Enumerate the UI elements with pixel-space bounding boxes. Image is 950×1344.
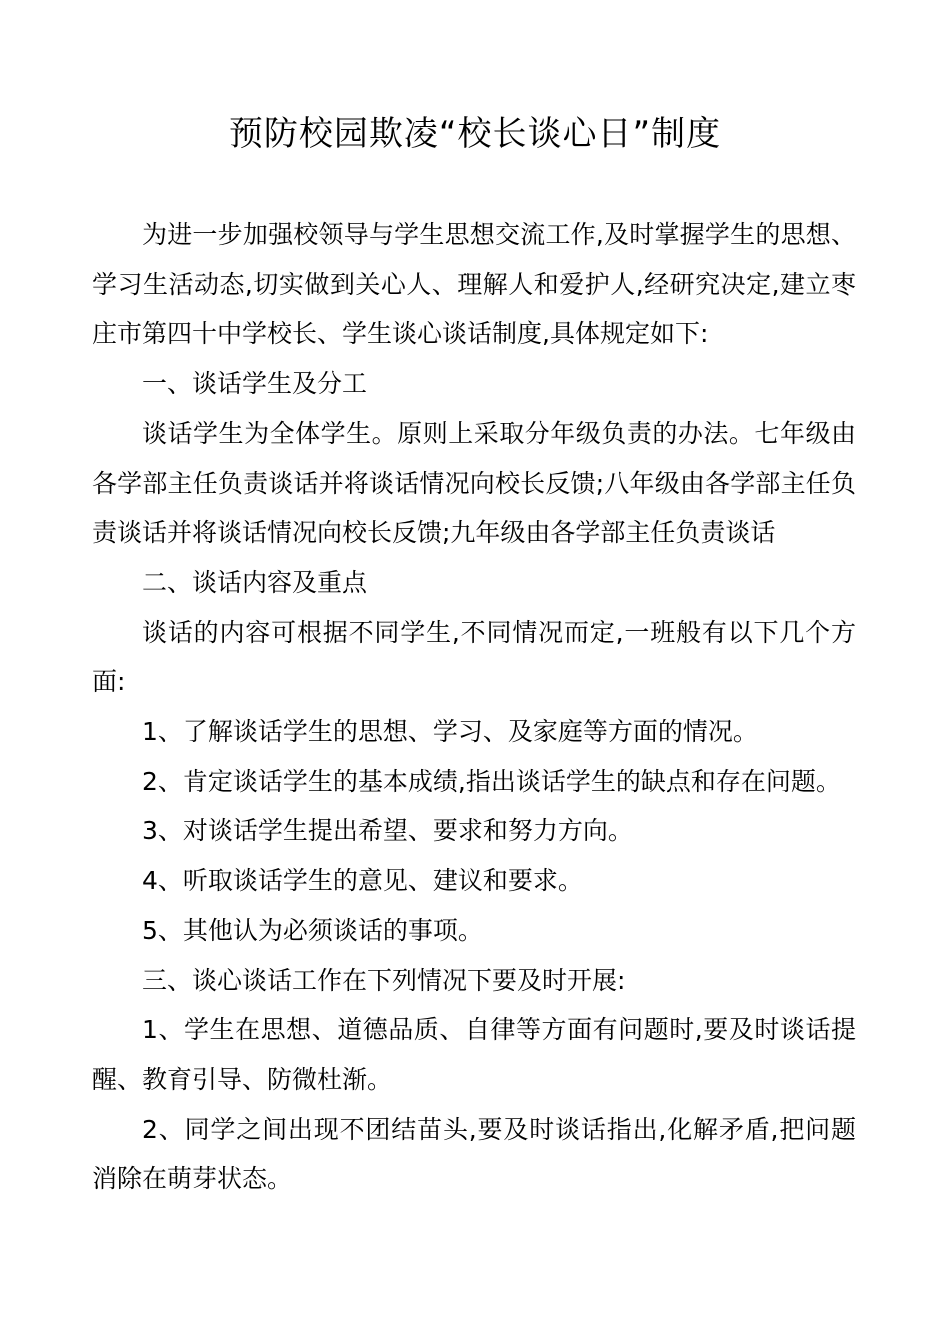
- intro-paragraph: 为进一步加强校领导与学生思想交流工作,及时掌握学生的思想、学习生活动态,切实做到关心人、理解人和爱护人,经研究决定,建立枣庄市第四十中学校长、学生谈心谈话制度,具体规定如下:: [92, 220, 856, 349]
- document-title: 预防校园欺凌“校长谈心日”制度: [228, 114, 722, 154]
- section-2-item-2: 2、肯定谈话学生的基本成绩,指出谈话学生的缺点和存在问题。: [142, 766, 841, 796]
- section-2-paragraph: 谈话的内容可根据不同学生,不同情况而定,一班般有以下几个方面:: [92, 617, 856, 697]
- section-2-item-3: 3、对谈话学生提出希望、要求和努力方向。: [142, 816, 633, 846]
- document-body: [92, 210, 856, 1204]
- section-2-item-1: 1、了解谈话学生的思想、学习、及家庭等方面的情况。: [142, 717, 758, 747]
- section-2-item-4: 4、听取谈话学生的意见、建议和要求。: [142, 866, 583, 896]
- section-1-heading: 一、谈话学生及分工: [142, 369, 368, 399]
- section-1-paragraph: 谈话学生为全体学生。原则上采取分年级负责的办法。七年级由各学部主任负责谈话并将谈话情况向校长反馈;八年级由各学部主任负责谈话并将谈话情况向校长反馈;九年级由各学部主任负责谈话: [92, 418, 856, 548]
- section-2-item-5: 5、其他认为必须谈话的事项。: [142, 915, 483, 945]
- section-3-item-1: 1、学生在思想、道德品质、自律等方面有问题时,要及时谈话提醒、教育引导、防微杜渐。: [92, 1015, 856, 1094]
- section-3-heading: 三、谈心谈话工作在下列情况下要及时开展:: [142, 965, 626, 995]
- section-3-item-2: 2、同学之间出现不团结苗头,要及时谈话指出,化解矛盾,把问题消除在萌芽状态。: [92, 1114, 856, 1194]
- section-2-heading: 二、谈话内容及重点: [142, 567, 368, 597]
